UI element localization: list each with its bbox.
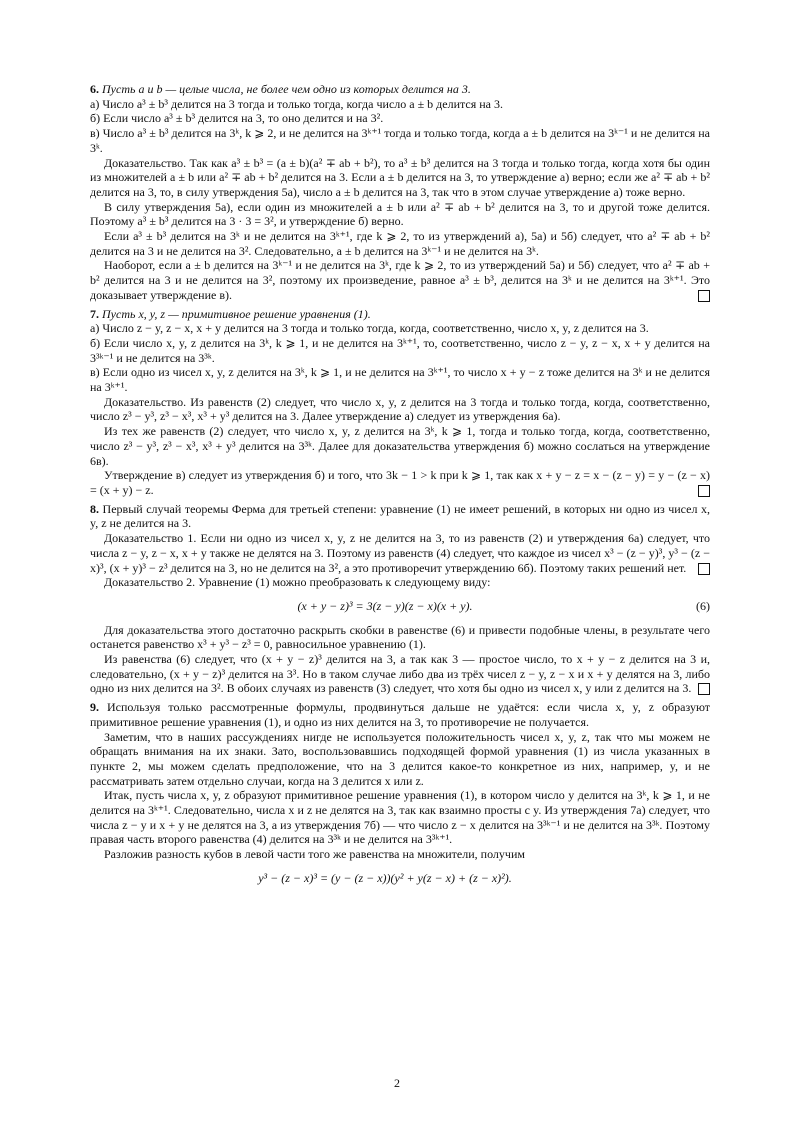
paragraph-text: Разложив разность кубов в левой части того же равенства на множители, получим: [104, 847, 525, 862]
paragraph: [90, 156, 710, 200]
paragraph-text: Из тех же равенств (2) следует, что число x, y, z делится на 3ᵏ, k ⩾ 1, тогда и только тогда, когда, соответственно, число z³ − y³, z³ − x³, x³ + y³ делится на 3³ᵏ. Далее для доказательства утверждения б) можно сослаться на утверждение 6в).: [90, 424, 710, 468]
qed-box-icon: [698, 683, 710, 695]
item-number: 7.: [90, 306, 99, 321]
paragraph-text: Пусть a и b — целые числа, не более чем одно из которых делится на 3.: [99, 82, 471, 96]
paragraph: [90, 200, 710, 229]
display-formula: [90, 599, 710, 614]
paragraph: [90, 623, 710, 652]
paragraph-text: Утверждение в) следует из утверждения б) и того, что 3k − 1 > k при k ⩾ 1, так как x + y − z = x − (z − y) = y − (z − x) = (x + y) − z.: [90, 468, 710, 497]
equation-number: (6): [696, 598, 710, 613]
paragraph: [90, 652, 710, 696]
paragraph: [90, 575, 710, 590]
item-number: 9.: [90, 700, 99, 715]
qed-box-icon: [698, 290, 710, 302]
paragraph-text: Используя только рассмотренные формулы, продвинуться дальше не удаётся: если числа x, y, z образуют примитивное решение уравнения (1), и одно из них делится на 3, то противоречие не получается.: [90, 700, 710, 729]
paragraph-text: б) Если число a³ ± b³ делится на 3, то оно делится и на 3².: [90, 111, 384, 126]
paragraph-text: Из равенства (6) следует, что (x + y − z)³ делится на 3, а так как 3 — простое число, то x + y − z делится на 3 и, следовательно, (x + y − z)³ делится на 3³. Но в таком случае либо два из трёх чисел z − y, z − x и x + y делятся на 3, либо одно из них делится на 3². В обоих случаях из равенств (3) следует, что хотя бы одно из чисел x, y или z делится на 3.: [90, 652, 710, 696]
paragraph: [90, 700, 710, 729]
paragraph-text: Доказательство 1. Если ни одно из чисел x, y, z не делится на 3, то из равенств (2) и утверждения 6а) следует, что числа z − y, z − x, x + y также не делятся на 3. Поэтому из равенств (4) следует, что каждое из чисел x³ − (z − y)³, y³ − (z − x)³, (x + y)³ − z³ делится на 3, но не делится на 3², а это противоречит утверждению 6б). Поэтому таких решений нет.: [90, 531, 710, 575]
paragraph: [90, 395, 710, 424]
item-number: 8.: [90, 501, 99, 516]
paragraph-text: Доказательство. Так как a³ ± b³ = (a ± b)(a² ∓ ab + b²), то a³ ± b³ делится на 3 тогда и только тогда, когда хотя бы один из множителей a ± b или a² ∓ ab + b² делится на 3. Если a ± b делится на 3, то утверждение а) верно; если же a² ∓ ab + b² делится на 3, то, в силу утверждения 5а), число a ± b делится на 3, так что в этом случае утверждение а) тоже верно.: [90, 155, 710, 199]
paragraph: [90, 531, 710, 575]
paragraph-text: а) Число a³ ± b³ делится на 3 тогда и только тогда, когда число a ± b делится на 3.: [90, 96, 503, 111]
paragraph: [90, 307, 710, 322]
paragraph: [90, 111, 710, 126]
paragraph-text: а) Число z − y, z − x, x + y делится на 3 тогда и только тогда, когда, соответственно, число x, y, z делится на 3.: [90, 321, 649, 336]
paragraph-text: Первый случай теоремы Ферма для третьей степени: уравнение (1) не имеет решений, в которых ни одно из чисел x, y, z не делится на 3.: [90, 501, 710, 531]
paragraph: [90, 336, 710, 365]
page-number: 2: [394, 1076, 400, 1090]
qed-box-icon: [698, 563, 710, 575]
formula-text: y³ − (z − x)³ = (y − (z − x))(y² + y(z − x) + (z − x)²).: [258, 870, 512, 885]
paragraph-text: В силу утверждения 5а), если один из множителей a ± b или a² ∓ ab + b² делится на 3, то и другой тоже делится. Поэтому a³ ± b³ делится на 3 · 3 = 3², и утверждение б) верно.: [90, 199, 710, 229]
paragraph: [90, 126, 710, 155]
paragraph-text: в) Если одно из чисел x, y, z делится на 3ᵏ, k ⩾ 1, и не делится на 3ᵏ⁺¹, то число x + y − z тоже делится на 3ᵏ и не делится на 3ᵏ⁺¹.: [90, 365, 710, 395]
paragraph-text: Заметим, что в наших рассуждениях нигде не используется положительность чисел x, y, z, так что мы можем не обращать внимания на их знаки. Зато, воспользовавшись подходящей формой уравнения (1) из числа указанных в пункте 2, мы можем сделать предположение, что на 3 делится какое-то конкретное из них, например, y, и не рассматривать затем отдельно случаи, когда на 3 делится x или z.: [90, 729, 710, 788]
paragraph-text: Доказательство 2. Уравнение (1) можно преобразовать к следующему виду:: [104, 575, 491, 590]
formula-text: (x + y − z)³ = 3(z − y)(z − x)(x + y).: [297, 598, 473, 613]
paragraph-text: Наоборот, если a ± b делится на 3ᵏ⁻¹ и не делится на 3ᵏ, где k ⩾ 2, то из утверждений 5а) и 5б) следует, что a² ∓ ab + b² делится на 3 и не делится на 3², поэтому их произведение, равное a³ ± b³, делится на 3ᵏ и не делится на 3ᵏ⁺¹. Это доказывает утверждение в).: [90, 258, 710, 302]
paragraph-text: в) Число a³ ± b³ делится на 3ᵏ, k ⩾ 2, и не делится на 3ᵏ⁺¹ тогда и только тогда, когда a ± b делится на 3ᵏ⁻¹ и не делится на 3ᵏ.: [90, 126, 710, 155]
paragraph-text: Пусть x, y, z — примитивное решение уравнения (1).: [99, 306, 371, 321]
item-number: 6.: [90, 82, 99, 96]
paragraph: [90, 502, 710, 531]
display-formula: [90, 871, 710, 886]
paragraph: [90, 82, 710, 97]
paragraph-text: б) Если число x, y, z делится на 3ᵏ, k ⩾ 1, и не делится на 3ᵏ⁺¹, то, соответственно, число z − y, z − x, x + y делится на 3³ᵏ⁻¹ и не делится на 3³ᵏ.: [90, 335, 710, 365]
document-body: [90, 78, 710, 895]
paragraph: [90, 97, 710, 112]
paragraph: [90, 730, 710, 789]
paragraph-text: Итак, пусть числа x, y, z образуют примитивное решение уравнения (1), в котором число y делится на 3ᵏ, k ⩾ 1, и не делится на 3ᵏ⁺¹. Следовательно, числа x и z не делятся на 3, так как взаимно просты с y. Из утверждения 7а) следует, что числа z − y и x + y не делятся на 3, а из утверждения 7б) — что число z − x делится на 3³ᵏ⁻¹ и не делится на 3³ᵏ. Поэтому правая часть второго равенства (4) делится на 3³ᵏ и не делится на 3³ᵏ⁺¹.: [90, 788, 710, 847]
paragraph-text: Доказательство. Из равенств (2) следует, что число x, y, z делится на 3 тогда и только тогда, когда, соответственно, число z³ − y³, z³ − x³, x³ + y³ делится на 3. Далее утверждение а) следует из утверждения 6а).: [90, 394, 710, 424]
paragraph: [90, 229, 710, 258]
paragraph: [90, 424, 710, 468]
paragraph: [90, 321, 710, 336]
paragraph: [90, 258, 710, 302]
paragraph: [90, 365, 710, 394]
paragraph: [90, 847, 710, 862]
qed-box-icon: [698, 485, 710, 497]
paragraph: [90, 468, 710, 497]
paragraph: [90, 788, 710, 847]
paragraph-text: Если a³ ± b³ делится на 3ᵏ и не делится на 3ᵏ⁺¹, где k ⩾ 2, то из утверждений а), 5а) и 5б) следует, что a² ∓ ab + b² делится на 3 и не делится на 3². Следовательно, a ± b делится на 3ᵏ⁻¹ и не делится на 3ᵏ.: [90, 229, 710, 258]
paragraph-text: Для доказательства этого достаточно раскрыть скобки в равенстве (6) и привести подобные члены, в результате чего останется равенство x³ + y³ − z³ = 0, равносильное уравнению (1).: [90, 622, 710, 652]
